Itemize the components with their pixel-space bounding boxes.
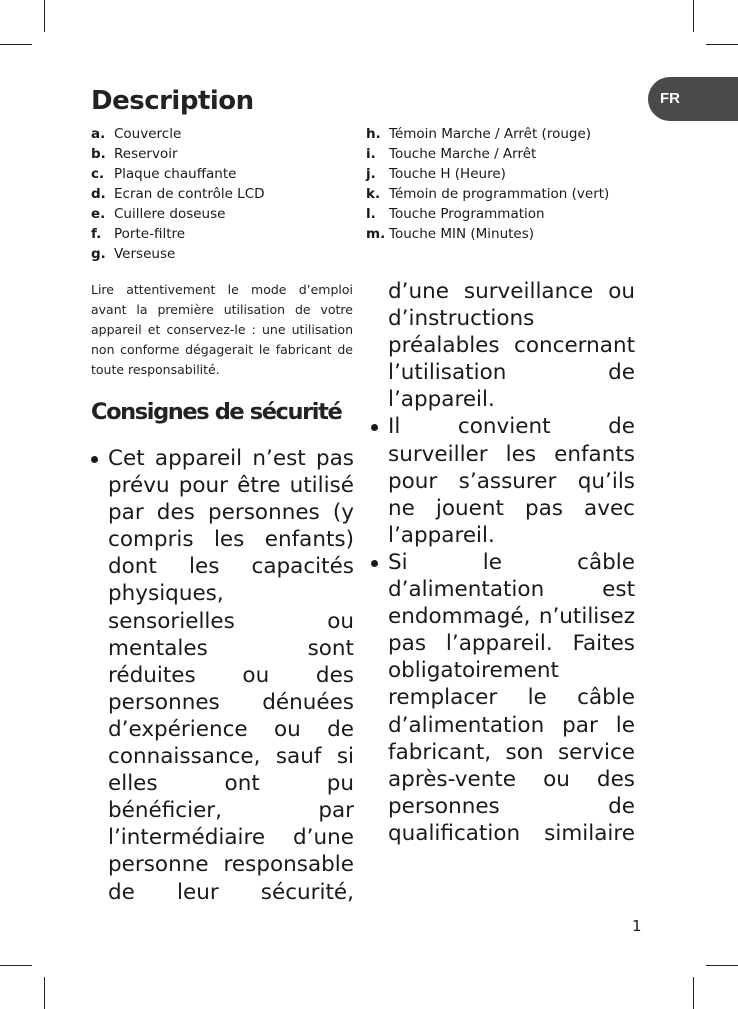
safety-item-text: Si le câble d’alimentation est endommagé, n’utilisez pas l’appareil. Faites obligatoirement remplacer le câble d’alimentation par le fabricant, son service après-vente ou des personnes de qualification similaire [388,549,635,846]
parts-list-right [366,124,656,244]
item-label: Reservoir [114,146,178,162]
crop-mark [44,0,45,32]
intro-paragraph: Lire attentivement le mode d’emploi avant la première utilisation de votre appareil et conservez-le : une utilisation non conforme dégagerait le fabricant de toute responsabilité. [91,282,353,377]
list-item [366,164,656,184]
item-letter: f. [91,226,102,242]
item-label: Témoin Marche / Arrêt (rouge) [389,126,592,142]
item-letter: h. [366,126,381,142]
item-letter: g. [91,246,106,262]
safety-list-column-2 [371,278,635,847]
bullet-icon [371,424,378,431]
item-letter: a. [91,126,106,142]
item-label: Touche Marche / Arrêt [389,146,537,162]
safety-item-continued [371,278,635,413]
list-item [366,124,656,144]
item-label: Couvercle [114,126,182,142]
item-letter: j. [366,166,376,182]
item-letter: c. [91,166,105,182]
item-label: Témoin de programmation (vert) [389,186,610,202]
bullet-icon [371,560,378,567]
list-item [366,204,656,224]
item-label: Porte-filtre [114,226,186,242]
item-label: Touche Programmation [389,206,545,222]
parts-list-left [91,124,351,264]
item-label: Cuillere doseuse [114,206,226,222]
safety-item-text: d’une surveillance ou d’instructions préalables concernant l’utilisation de l’appareil. [388,279,635,413]
safety-item-text: Il convient de surveiller les enfants pour s’assurer qu’ils ne jouent pas avec l’appareil. [388,414,635,548]
list-item [366,144,656,164]
crop-mark [0,44,32,45]
item-label: Touche MIN (Minutes) [389,226,535,242]
list-item [91,224,351,244]
item-label: Touche H (Heure) [389,166,506,182]
item-label: Plaque chauffante [114,166,237,182]
list-item [91,204,351,224]
safety-list-column-1 [91,445,354,906]
crop-mark [44,977,45,1009]
item-letter: k. [366,186,381,202]
crop-mark [706,44,738,45]
safety-item [91,445,354,906]
item-letter: d. [91,186,106,202]
safety-item [371,413,635,548]
crop-mark [693,977,694,1009]
item-letter: i. [366,146,376,162]
crop-mark [693,0,694,32]
list-item [91,244,351,264]
safety-heading: Consignes de sécurité [91,399,342,425]
list-item [366,224,656,244]
page-number: 1 [632,917,642,935]
safety-item [371,549,635,847]
crop-mark [706,965,738,966]
list-item [91,144,351,164]
bullet-icon [91,456,98,463]
page-title: Description [91,86,254,116]
item-letter: e. [91,206,106,222]
language-tab: FR [648,77,738,121]
crop-mark [0,965,32,966]
item-letter: l. [366,206,376,222]
list-item [366,184,656,204]
list-item [91,184,351,204]
safety-item-text: Cet appareil n’est pas prévu pour être utilisé par des personnes (y compris les enfants) dont les capacités physiques, sensorielles ou mentales sont réduites ou des personnes dénuées d’expérience ou de connaissance, sauf si elles ont pu bénéficier, par l’intermédiaire d’une personne responsable de leur sécurité, [108,446,354,905]
item-letter: b. [91,146,106,162]
item-label: Ecran de contrôle LCD [114,186,265,202]
item-label: Verseuse [114,246,176,262]
list-item [91,124,351,144]
item-letter: m. [366,226,386,242]
list-item [91,164,351,184]
